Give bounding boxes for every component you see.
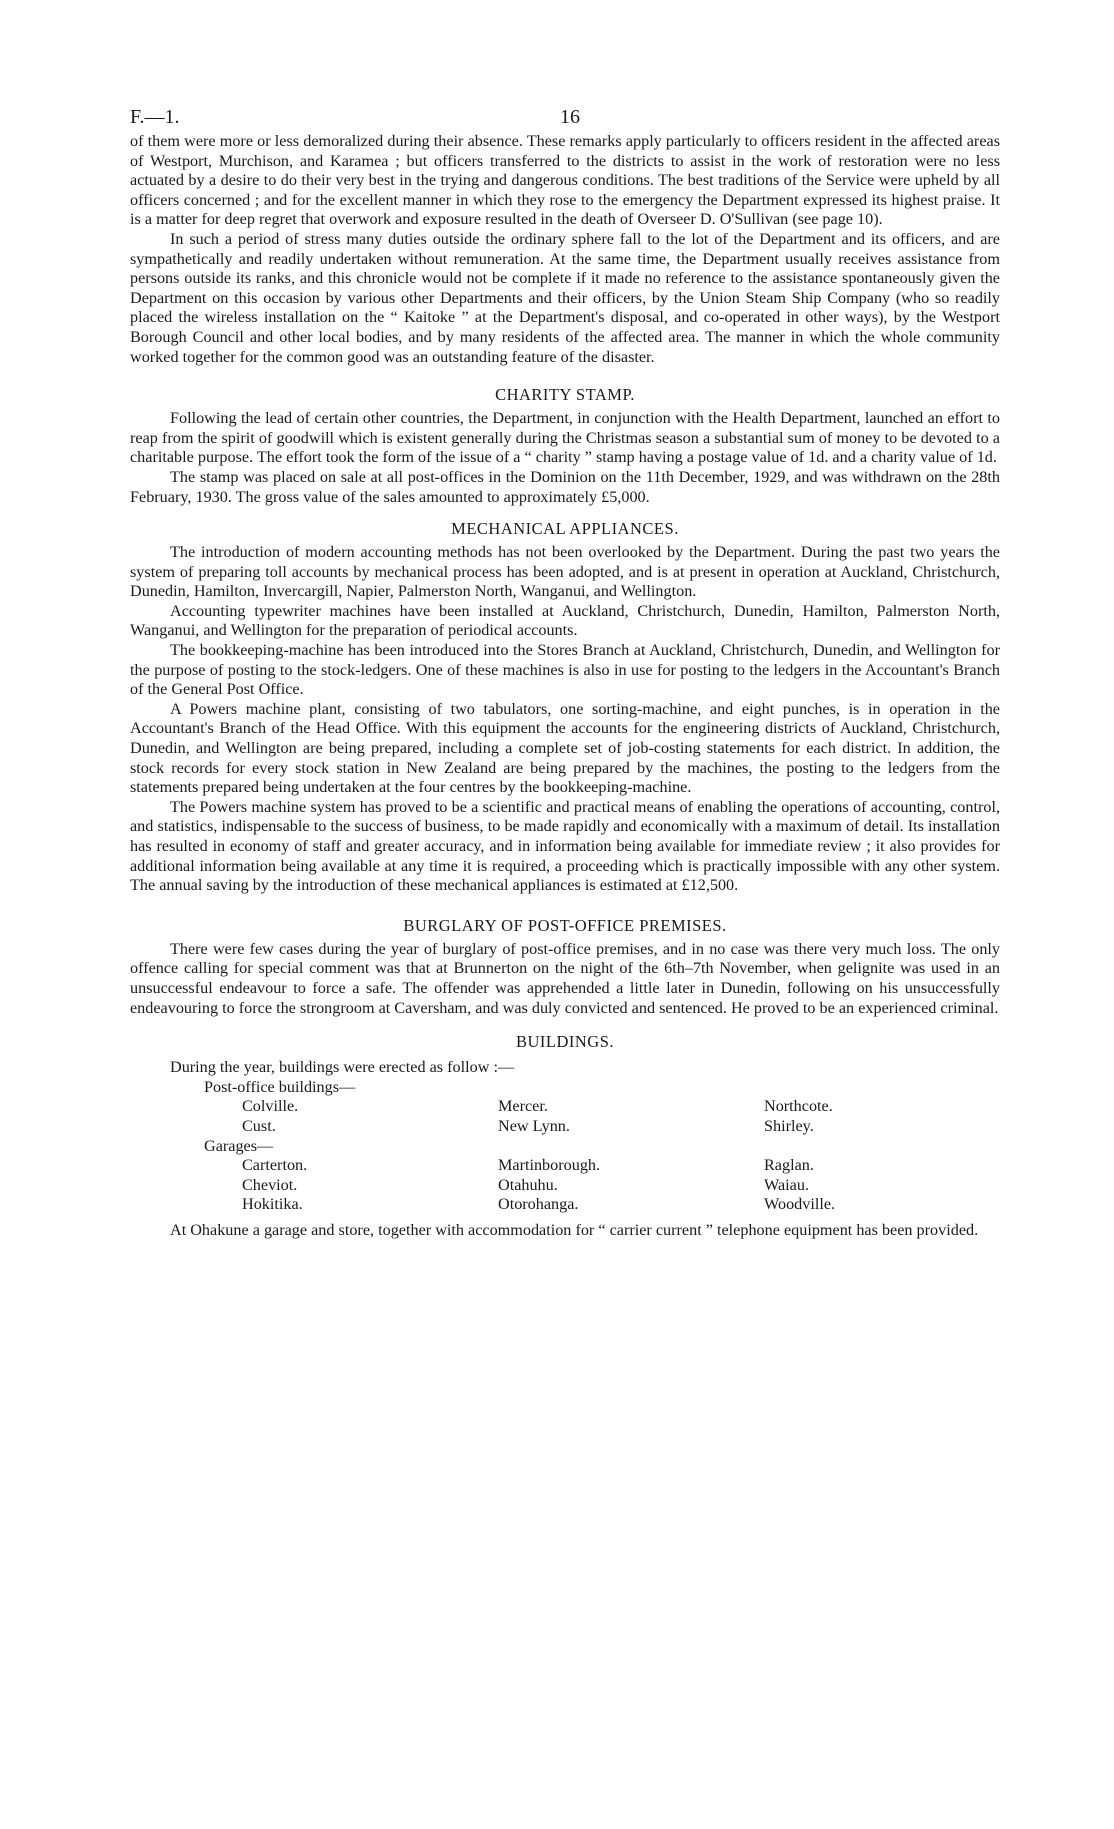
list-item: Colville. — [242, 1097, 299, 1116]
list-item: Hokitika. — [242, 1195, 303, 1214]
document-page — [130, 96, 1000, 1241]
paragraph: The bookkeeping-machine has been introduced into the Stores Branch at Auckland, Christchurch, Dunedin, and Wellington for the purpose of posting to the stock-ledgers. One of these machines is also in use for posting to the ledgers in the Accountant's Branch of the General Post Office. — [130, 641, 1000, 699]
paragraph: The stamp was placed on sale at all post-offices in the Dominion on the 11th December, 1929, and was withdrawn on the 28th February, 1930. The gross value of the sales amounted to approximately £5,000. — [130, 467, 1000, 506]
group-label-post-office: Post-office buildings— — [204, 1077, 356, 1096]
list-item: Martinborough. — [498, 1156, 601, 1175]
list-item: Cust. — [242, 1116, 276, 1135]
buildings-intro: During the year, buildings were erected as follow :— — [170, 1058, 515, 1077]
page-header — [130, 96, 1000, 132]
section-heading-mechanical-appliances: MECHANICAL APPLIANCES. — [451, 519, 679, 539]
list-item: Carterton. — [242, 1156, 308, 1175]
buildings-list — [130, 1058, 1000, 1215]
list-item: Mercer. — [498, 1097, 548, 1116]
list-row — [130, 1195, 1000, 1215]
section-heading-burglary: BURGLARY OF POST-OFFICE PREMISES. — [403, 915, 727, 935]
paragraph: Accounting typewriter machines have been installed at Auckland, Christchurch, Dunedin, Hamilton, Palmerston North, Wanganui, and Wellington for the preparation of periodical accounts. — [130, 601, 1000, 640]
list-item: Shirley. — [764, 1116, 814, 1135]
list-row — [130, 1176, 1000, 1196]
list-row — [130, 1097, 1000, 1117]
paragraph: Following the lead of certain other countries, the Department, in conjunction with the Health Department, launched an effort to reap from the spirit of goodwill which is existent generally during the Christmas season a substantial sum of money to be devoted to a charitable purpose. The effort took the form of the issue of a “ charity ” stamp having a postage value of 1d. and a charity value of 1d. — [130, 409, 1000, 467]
paragraph: At Ohakune a garage and store, together with accommodation for “ carrier current ” telephone equipment has been provided. — [170, 1220, 979, 1239]
paragraph: The Powers machine system has proved to be a scientific and practical means of enabling the operations of accounting, control, and statistics, indispensable to the success of business, to be made rapidly and economically with a maximum of detail. Its installation has resulted in economy of staff and greater accuracy, and in information being available for immediate review ; it also provides for additional information being available at any time it is required, a proceeding which is practically impossible with any other system. The annual saving by the introduction of these mechanical appliances is estimated at £12,500. — [130, 797, 1000, 895]
list-item: Northcote. — [764, 1097, 833, 1116]
paragraph: In such a period of stress many duties outside the ordinary sphere fall to the lot of the Department and its officers, and are sympathetically and readily undertaken without remuneration. At the same time, the Department usually receives assistance from persons outside its ranks, and this chronicle would not be complete if it made no reference to the assistance spontaneously given the Department on this occasion by various other Departments and their officers, by the Union Steam Ship Company (who so readily placed the wireless installation on the “ Kaitoke ” at the Department's disposal, and co-operated in other ways), by the Westport Borough Council and other local bodies, and by many residents of the affected area. The manner in which the whole community worked together for the common good was an outstanding feature of the disaster. — [130, 229, 1000, 366]
list-item: Raglan. — [764, 1156, 814, 1175]
page-number: 16 — [560, 106, 580, 128]
list-item: Otorohanga. — [498, 1195, 579, 1214]
report-reference: F.—1. — [130, 106, 180, 128]
paragraph: There were few cases during the year of burglary of post-office premises, and in no case was there very much loss. The only offence calling for special comment was that at Brunnerton on the night of the 6th–7th November, when gelignite was used in an unsuccessful endeavour to force a safe. The offender was apprehended a little later in Dunedin, following on his unsuccessfully endeavouring to force the strongroom at Caversham, and was duly convicted and sentenced. He proved to be an experienced criminal. — [130, 939, 1000, 1017]
list-row — [130, 1156, 1000, 1176]
paragraph: The introduction of modern accounting methods has not been overlooked by the Department. During the past two years the system of preparing toll accounts by mechanical process has been adopted, and is at present in operation at Auckland, Christchurch, Dunedin, Hamilton, Invercargill, Napier, Palmerston North, Wanganui, and Wellington. — [130, 543, 1000, 601]
list-item: New Lynn. — [498, 1116, 570, 1135]
list-item: Otahuhu. — [498, 1175, 558, 1194]
section-heading-buildings: BUILDINGS. — [515, 1032, 615, 1052]
list-row — [130, 1117, 1000, 1137]
list-item: Cheviot. — [242, 1175, 298, 1194]
section-heading-charity-stamp: CHARITY STAMP. — [495, 385, 635, 405]
paragraph: A Powers machine plant, consisting of two tabulators, one sorting-machine, and eight punches, is in operation in the Accountant's Branch of the Head Office. With this equipment the accounts for the engineering districts of Auckland, Christchurch, Dunedin, and Wellington are being prepared, including a complete set of job-costing statements for each district. In addition, the stock records for every stock station in New Zealand are being prepared by the machines, the posting to the ledgers from the statements prepared being undertaken at the four centres by the bookkeeping-machine. — [130, 699, 1000, 797]
group-label-garages: Garages— — [204, 1136, 274, 1155]
list-item: Woodville. — [764, 1195, 836, 1214]
list-item: Waiau. — [764, 1175, 809, 1194]
paragraph: of them were more or less demoralized during their absence. These remarks apply particularly to officers resident in the affected areas of Westport, Murchison, and Karamea ; but officers transferred to the districts to assist in the work of restoration were no less actuated by a desire to do their very best in the trying and dangerous conditions. The best traditions of the Service were upheld by all officers concerned ; and for the excellent manner in which they rose to the emergency the Department expressed its highest praise. It is a matter for deep regret that overwork and exposure resulted in the death of Overseer D. O'Sullivan (see page 10). — [130, 132, 1000, 229]
